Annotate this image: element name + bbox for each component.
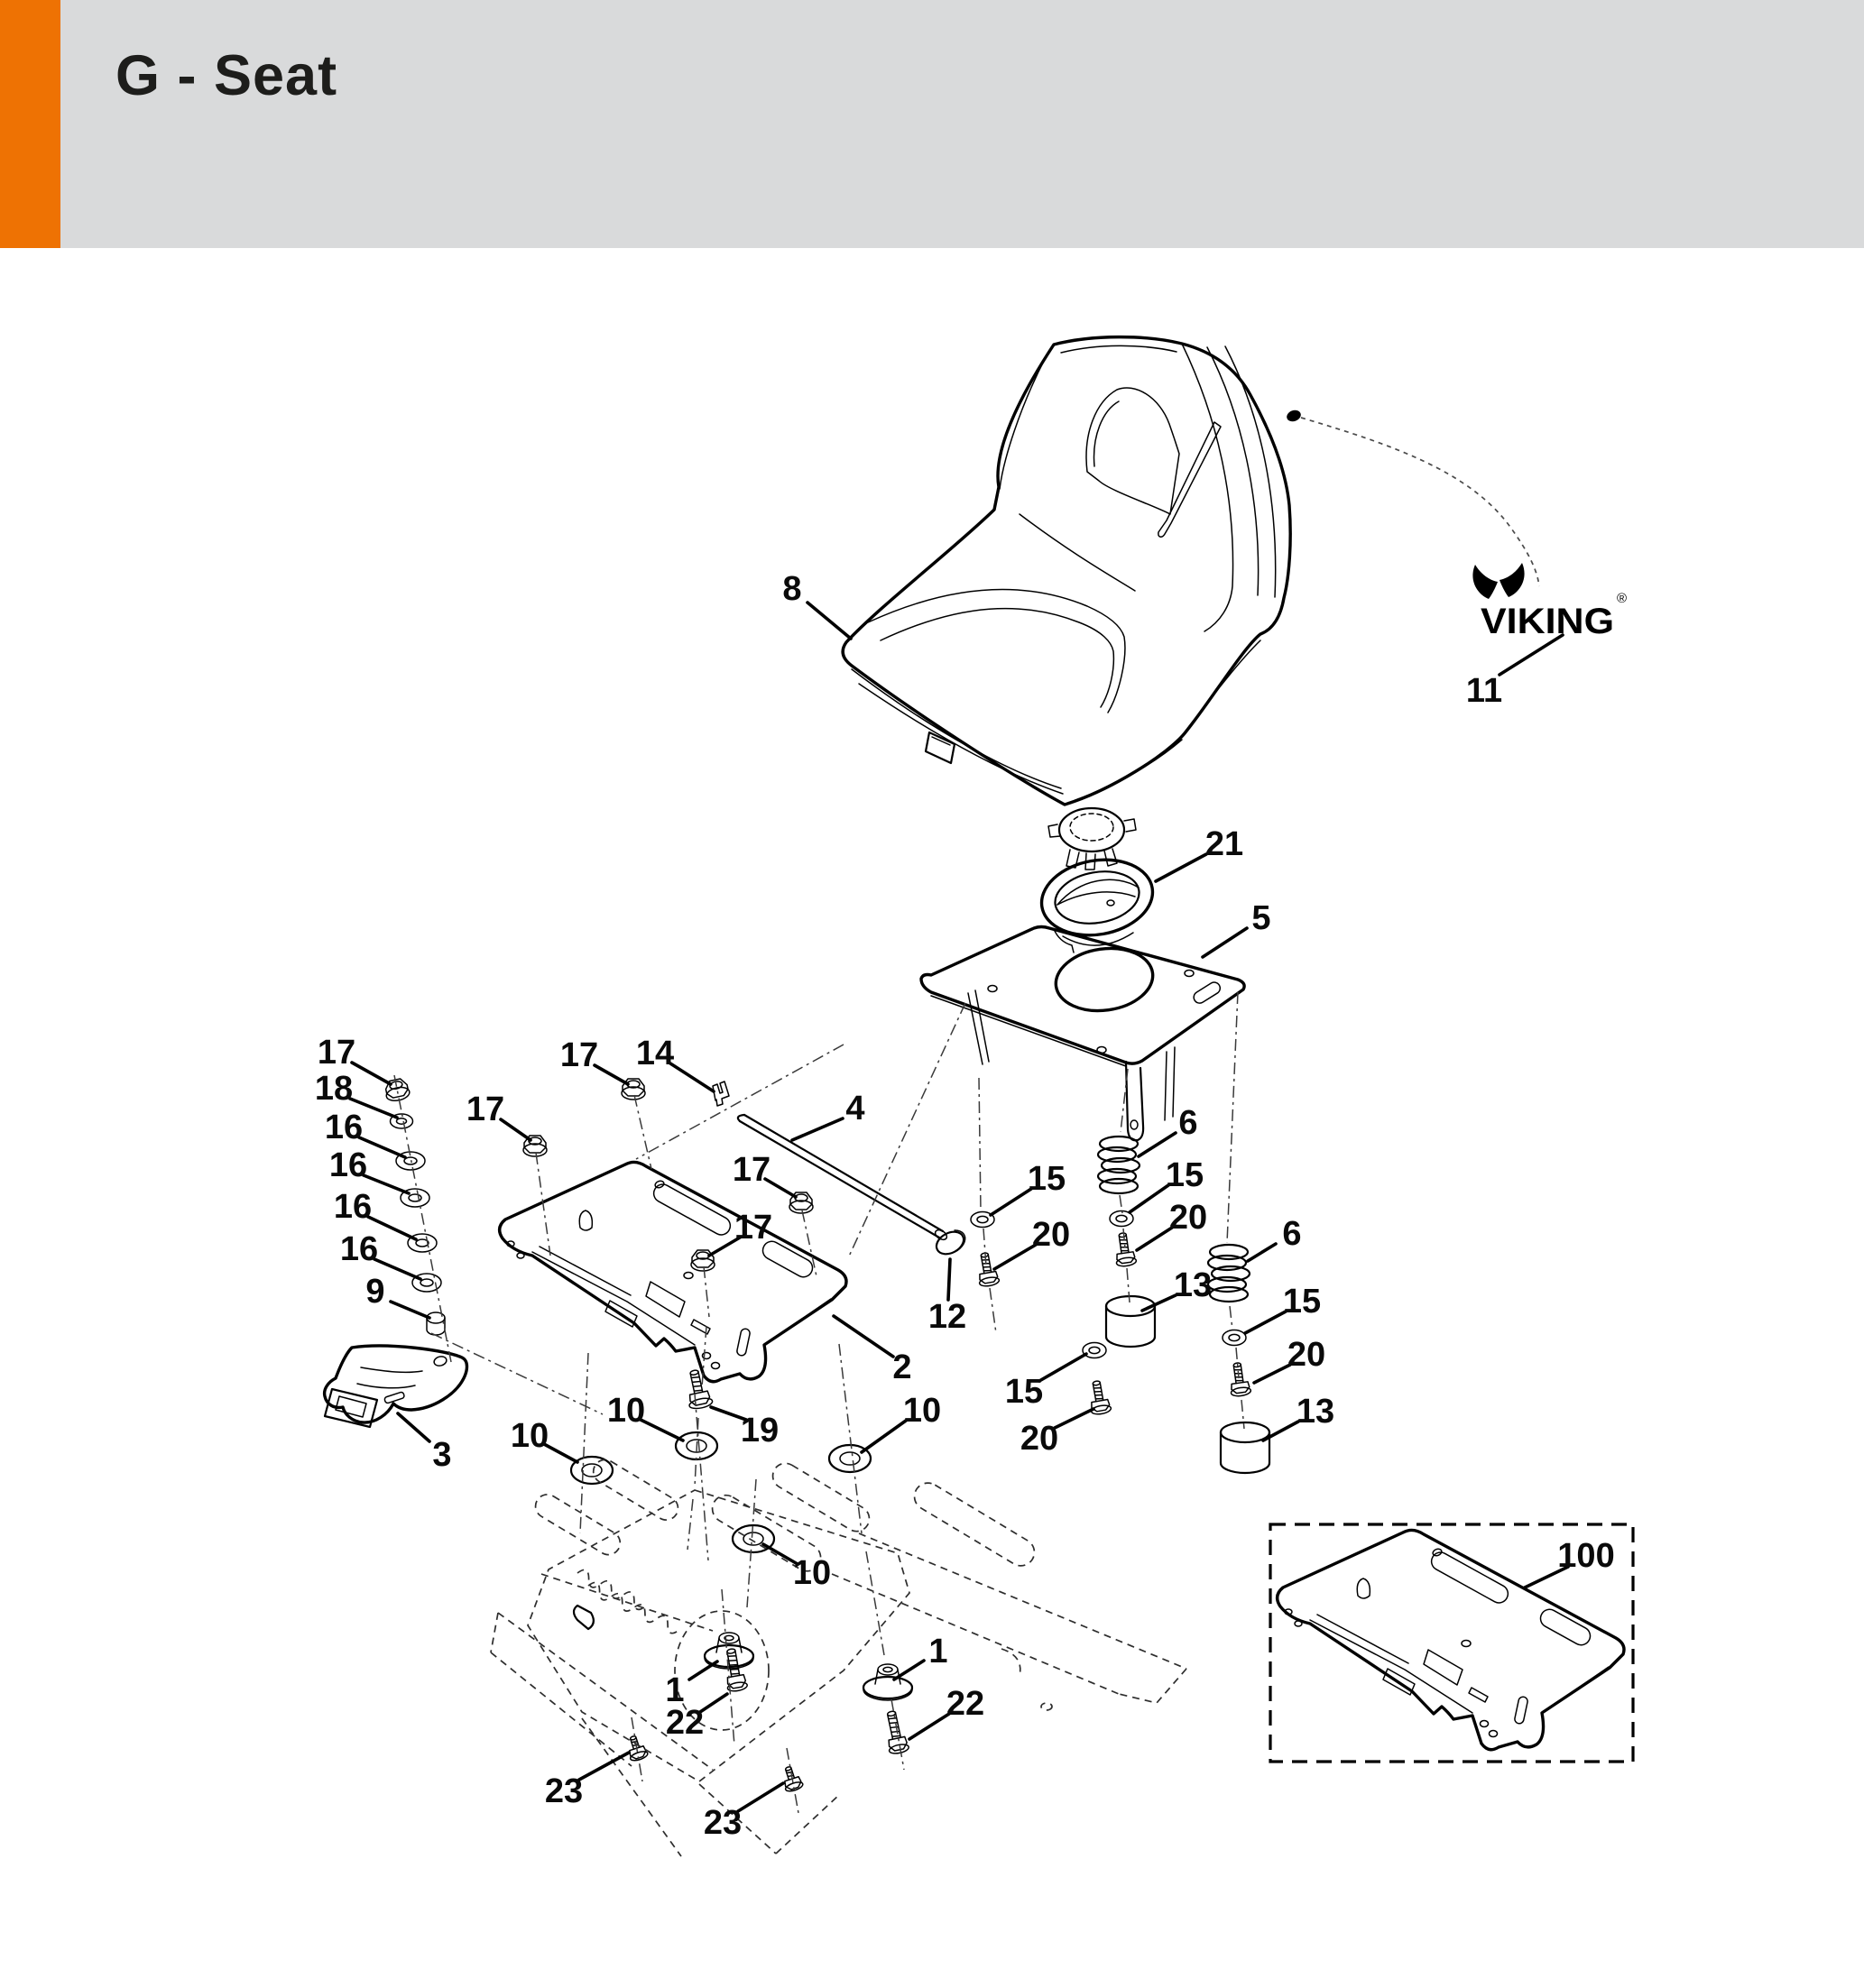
part-callout-16: 16 bbox=[324, 1109, 364, 1146]
leader-line-part-9 bbox=[391, 1302, 429, 1318]
part-callout-16: 16 bbox=[328, 1146, 368, 1184]
part-callout-13: 13 bbox=[1296, 1393, 1335, 1431]
part-callout-6: 6 bbox=[1178, 1104, 1198, 1142]
bumper-part-13 bbox=[1221, 1422, 1269, 1473]
leader-line-part-4 bbox=[792, 1118, 843, 1140]
leader-line-part-20 bbox=[1137, 1228, 1172, 1250]
leader-line-part-6 bbox=[1139, 1133, 1176, 1156]
leader-line-part-10 bbox=[544, 1444, 577, 1462]
bolt-part-20 bbox=[1227, 1362, 1251, 1397]
leader-line-part-10 bbox=[641, 1420, 683, 1440]
leader-line-part-1 bbox=[894, 1661, 924, 1680]
part-callout-17: 17 bbox=[734, 1209, 773, 1247]
part-callout-19: 19 bbox=[740, 1412, 780, 1450]
assembly-axes bbox=[394, 992, 1244, 1813]
bumper-part-13 bbox=[1106, 1296, 1155, 1347]
part-callout-9: 9 bbox=[365, 1273, 385, 1311]
part-callout-12: 12 bbox=[927, 1298, 967, 1336]
part-callout-3: 3 bbox=[432, 1436, 452, 1474]
leader-line-part-15 bbox=[1039, 1354, 1086, 1381]
part-callout-18: 18 bbox=[314, 1070, 354, 1108]
spring-part-6 bbox=[1208, 1245, 1250, 1302]
bolt-part-22 bbox=[881, 1709, 909, 1754]
part-callout-2: 2 bbox=[892, 1348, 912, 1386]
part-callout-4: 4 bbox=[845, 1090, 865, 1127]
leader-line-part-20 bbox=[1254, 1365, 1290, 1383]
leader-line-part-20 bbox=[994, 1245, 1036, 1269]
part-callout-5: 5 bbox=[1251, 899, 1271, 937]
part-callout-16: 16 bbox=[333, 1188, 373, 1226]
callout-layer bbox=[315, 570, 1615, 1842]
leader-line-part-17 bbox=[595, 1065, 628, 1084]
seat-cushion-part-8 bbox=[843, 337, 1302, 805]
leader-line-part-20 bbox=[1055, 1409, 1093, 1428]
part-callout-23: 23 bbox=[544, 1772, 584, 1810]
part-callout-17: 17 bbox=[732, 1151, 771, 1189]
leader-line-part-5 bbox=[1203, 928, 1247, 957]
leader-line-part-23 bbox=[579, 1753, 629, 1780]
leader-line-part-21 bbox=[1156, 854, 1206, 881]
part-callout-20: 20 bbox=[1020, 1420, 1059, 1458]
leader-line-part-22 bbox=[909, 1714, 949, 1739]
part-callout-16: 16 bbox=[339, 1230, 379, 1268]
part-callout-15: 15 bbox=[1027, 1160, 1066, 1198]
viking-logo-text: VIKING bbox=[1481, 602, 1614, 641]
part-callout-17: 17 bbox=[466, 1091, 505, 1128]
leader-line-part-2 bbox=[834, 1316, 893, 1357]
washer-part-15 bbox=[1223, 1330, 1246, 1346]
viking-logo bbox=[1472, 563, 1627, 641]
part-callout-20: 20 bbox=[1031, 1216, 1071, 1254]
bolt-part-19 bbox=[682, 1368, 713, 1411]
part-callout-11: 11 bbox=[1465, 672, 1503, 710]
viking-horn-right-icon bbox=[1500, 563, 1525, 597]
cap-disc-part-12 bbox=[933, 1228, 970, 1259]
part-callout-20: 20 bbox=[1287, 1336, 1326, 1374]
registered-trademark: ® bbox=[1617, 591, 1628, 606]
leader-line-part-1 bbox=[689, 1661, 717, 1680]
part-callout-22: 22 bbox=[665, 1704, 705, 1742]
page-title: G - Seat bbox=[115, 44, 338, 107]
leader-line-part-13 bbox=[1142, 1295, 1176, 1311]
seat-switch-locator-dot bbox=[1285, 409, 1302, 424]
part-callout-22: 22 bbox=[946, 1685, 985, 1723]
part-callout-8: 8 bbox=[782, 570, 802, 608]
leader-line-part-15 bbox=[1245, 1312, 1286, 1333]
bolt-part-23 bbox=[780, 1764, 804, 1793]
bolt-part-22 bbox=[721, 1647, 748, 1692]
part-callout-1: 1 bbox=[928, 1633, 948, 1670]
viking-horn-left-icon bbox=[1472, 565, 1498, 599]
switch-housing-part-21 bbox=[1036, 851, 1158, 953]
part-callout-10: 10 bbox=[510, 1417, 549, 1455]
part-callout-10: 10 bbox=[902, 1392, 942, 1430]
part-callout-23: 23 bbox=[703, 1804, 743, 1842]
part-callout-17: 17 bbox=[317, 1034, 356, 1072]
leader-line-part-17 bbox=[501, 1119, 531, 1140]
part-callout-21: 21 bbox=[1204, 825, 1244, 863]
leader-line-part-14 bbox=[670, 1063, 714, 1091]
leader-line-part-15 bbox=[991, 1189, 1031, 1215]
part-callout-1: 1 bbox=[665, 1671, 685, 1709]
part-callout-10: 10 bbox=[606, 1392, 646, 1430]
chassis-phantom bbox=[491, 1456, 1186, 1856]
leader-line-part-22 bbox=[700, 1694, 727, 1712]
bushing-part-1 bbox=[863, 1664, 912, 1700]
part-callout-15: 15 bbox=[1004, 1373, 1044, 1411]
leader-line-part-10 bbox=[862, 1421, 906, 1452]
part-callout-100: 100 bbox=[1557, 1537, 1615, 1575]
part-callout-20: 20 bbox=[1168, 1199, 1208, 1237]
part-callout-17: 17 bbox=[559, 1036, 599, 1074]
spring-part-6 bbox=[1098, 1137, 1140, 1193]
part-callout-6: 6 bbox=[1282, 1215, 1302, 1253]
part-callout-15: 15 bbox=[1282, 1283, 1322, 1321]
retainer-clip-part-14 bbox=[713, 1081, 729, 1106]
leader-line-part-17 bbox=[352, 1063, 391, 1084]
leader-line-part-6 bbox=[1248, 1244, 1276, 1261]
part-callout-10: 10 bbox=[792, 1554, 832, 1592]
leader-line-part-12 bbox=[948, 1259, 950, 1300]
part-callout-13: 13 bbox=[1173, 1266, 1213, 1304]
part-callout-14: 14 bbox=[635, 1035, 675, 1072]
leader-line-part-3 bbox=[398, 1413, 429, 1441]
strap-bracket-part-3 bbox=[325, 1346, 467, 1427]
logo-reference-curve bbox=[1301, 418, 1539, 586]
leader-line-part-8 bbox=[807, 603, 851, 639]
leader-line-part-23 bbox=[738, 1783, 783, 1811]
part-callout-15: 15 bbox=[1165, 1156, 1204, 1194]
